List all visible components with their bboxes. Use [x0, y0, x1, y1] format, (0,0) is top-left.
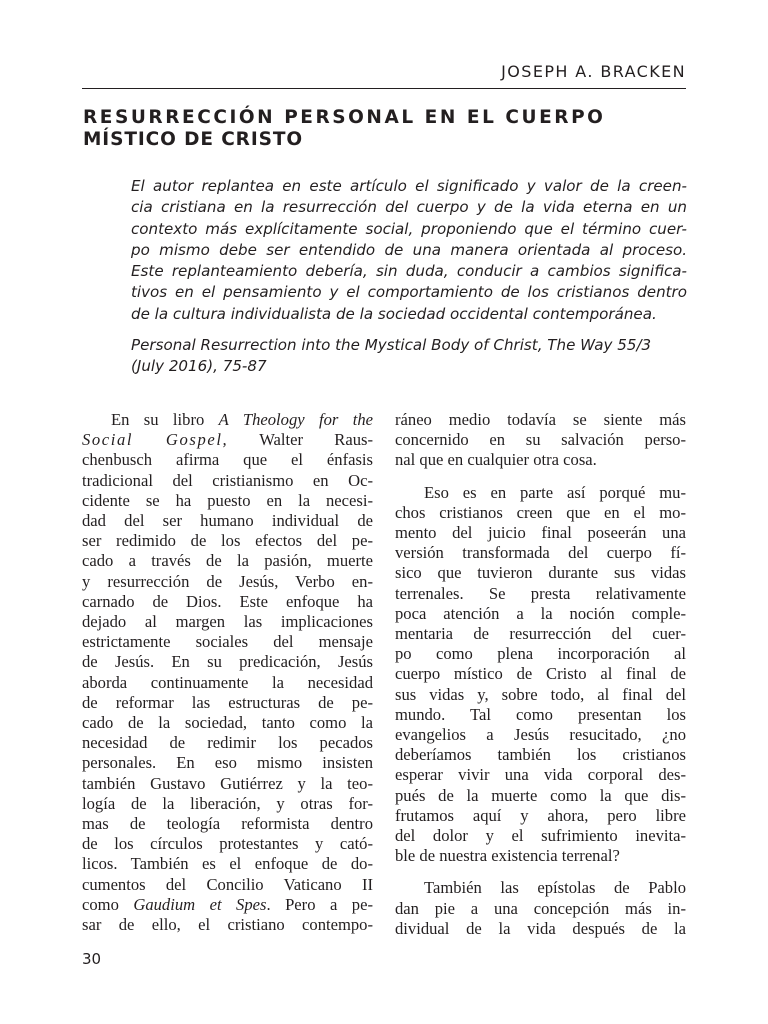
- body-line: También las epístolas de Pablo: [424, 878, 686, 898]
- body-line: [82, 410, 373, 430]
- body-line: [82, 430, 373, 450]
- title-line-1: RESURRECCIÓN PERSONAL EN EL CUERPO: [83, 107, 606, 128]
- abstract-line: tivos en el pensamiento y el comportamiento de los cristianos dentro: [131, 283, 687, 302]
- body-column-left: [82, 410, 373, 935]
- body-line: carnado de Dios. Este enfoque ha: [82, 591, 373, 611]
- body-line: sico que tuvieron durante sus vidas: [395, 563, 686, 583]
- book-title: A Theology for the: [218, 410, 373, 429]
- abstract-line: cia cristiana en la resurrección del cuerpo y de la vida eterna en un: [131, 198, 687, 217]
- body-line: dad del ser humano individual de: [82, 511, 373, 531]
- body-line: también Gustavo Gutiérrez y la teo-: [82, 773, 373, 793]
- body-column-right: [395, 410, 686, 939]
- body-line: personales. En eso mismo insisten: [82, 753, 373, 773]
- book-title: Social Gospel,: [82, 430, 229, 450]
- source-citation: [131, 335, 691, 378]
- body-line: cado de la sociedad, tanto como la: [82, 713, 373, 733]
- body-line: tradicional del cristianismo en Oc-: [82, 470, 373, 490]
- body-line: versión transformada del cuerpo fí-: [395, 543, 686, 563]
- document-title: Gaudium et Spes: [133, 894, 267, 914]
- body-line: cumentos del Concilio Vaticano II: [82, 874, 373, 894]
- body-line: Eso es en parte así porqué mu-: [424, 482, 686, 502]
- body-line: cado a través de la pasión, muerte: [82, 551, 373, 571]
- body-line: mas de teología reformista dentro: [82, 814, 373, 834]
- body-text: Walter Raus-: [228, 430, 373, 450]
- abstract-line: po mismo debe ser entendido de una manera orientada al proceso.: [131, 240, 687, 259]
- body-line: frutamos aquí y ahora, pero libre: [395, 805, 686, 825]
- body-line: aborda continuamente la necesidad: [82, 672, 373, 692]
- body-line: dejado al margen las implicaciones: [82, 612, 373, 632]
- abstract: [131, 176, 687, 325]
- page-number: 30: [82, 950, 102, 968]
- body-line: ser redimido de los efectos del pe-: [82, 531, 373, 551]
- article-title: [83, 107, 693, 151]
- abstract-line: de la cultura individualista de la sociedad occidental contemporánea.: [131, 304, 657, 323]
- body-line: y resurrección de Jesús, Verbo en-: [82, 571, 373, 591]
- body-line: sar de ello, el cristiano contempo-: [82, 915, 373, 935]
- abstract-line: Este replanteamiento debería, sin duda, conducir a cambios significa-: [131, 262, 687, 281]
- body-line: evangelios a Jesús resucitado, ¿no: [395, 725, 686, 745]
- paragraph-gap: [395, 471, 686, 483]
- title-line-2: MÍSTICO DE CRISTO: [83, 129, 303, 150]
- citation-line: Personal Resurrection into the Mystical Body of Christ, The Way 55/3: [131, 336, 652, 354]
- body-line: cuerpo místico de Cristo al final de: [395, 664, 686, 684]
- body-text: . Pero a pe-: [266, 894, 373, 914]
- body-line: necesidad de redimir los pecados: [82, 733, 373, 753]
- body-text: En su libro: [111, 410, 219, 429]
- abstract-line: contexto más explícitamente social, proponiendo que el término cuer-: [131, 219, 687, 238]
- body-line: chenbusch afirma que el énfasis: [82, 450, 373, 470]
- abstract-line: El autor replantea en este artículo el significado y valor de la creen-: [131, 177, 687, 195]
- body-line: logía de la liberación, y otras for-: [82, 793, 373, 813]
- body-line: mento del juicio final poseerán una: [395, 523, 686, 543]
- body-line: terrenales. Se presta relativamente: [395, 583, 686, 603]
- body-line: estrictamente sociales del mensaje: [82, 632, 373, 652]
- paragraph-gap: [395, 866, 686, 878]
- citation-line: (July 2016), 75-87: [131, 357, 267, 376]
- body-line: sus vidas y, sobre todo, al final del: [395, 684, 686, 704]
- body-line: dan pie a una concepción más in-: [395, 898, 686, 918]
- header-rule: [82, 88, 686, 89]
- body-line: esperar vivir una vida corporal des-: [395, 765, 686, 785]
- body-line: ráneo medio todavía se siente más: [395, 410, 686, 429]
- body-line: po como plena incorporación al: [395, 644, 686, 664]
- body-line: [82, 895, 373, 915]
- body-line: nal que en cualquier otra cosa.: [395, 450, 597, 470]
- body-line: de los círculos protestantes y cató-: [82, 834, 373, 854]
- body-line: mundo. Tal como presentan los: [395, 704, 686, 724]
- body-text: como: [82, 894, 134, 914]
- body-line: licos. También es el enfoque de do-: [82, 854, 373, 874]
- body-line: pués de la muerte como la que dis-: [395, 785, 686, 805]
- body-line: concernido en su salvación perso-: [395, 430, 686, 450]
- body-line: de reformar las estructuras de pe-: [82, 692, 373, 712]
- body-line: chos cristianos creen que en el mo-: [395, 502, 686, 522]
- body-line: deberíamos también los cristianos: [395, 745, 686, 765]
- body-line: de Jesús. En su predicación, Jesús: [82, 652, 373, 672]
- body-line: cidente se ha puesto en la necesi-: [82, 490, 373, 510]
- body-line: del dolor y el sufrimiento inevita-: [395, 826, 686, 846]
- body-line: dividual de la vida después de la: [395, 918, 686, 938]
- body-line: ble de nuestra existencia terrenal?: [395, 846, 620, 866]
- body-line: mentaria de resurrección del cuer-: [395, 624, 686, 644]
- body-line: poca atención a la noción comple-: [395, 603, 686, 623]
- running-header-author: JOSEPH A. BRACKEN: [501, 62, 686, 81]
